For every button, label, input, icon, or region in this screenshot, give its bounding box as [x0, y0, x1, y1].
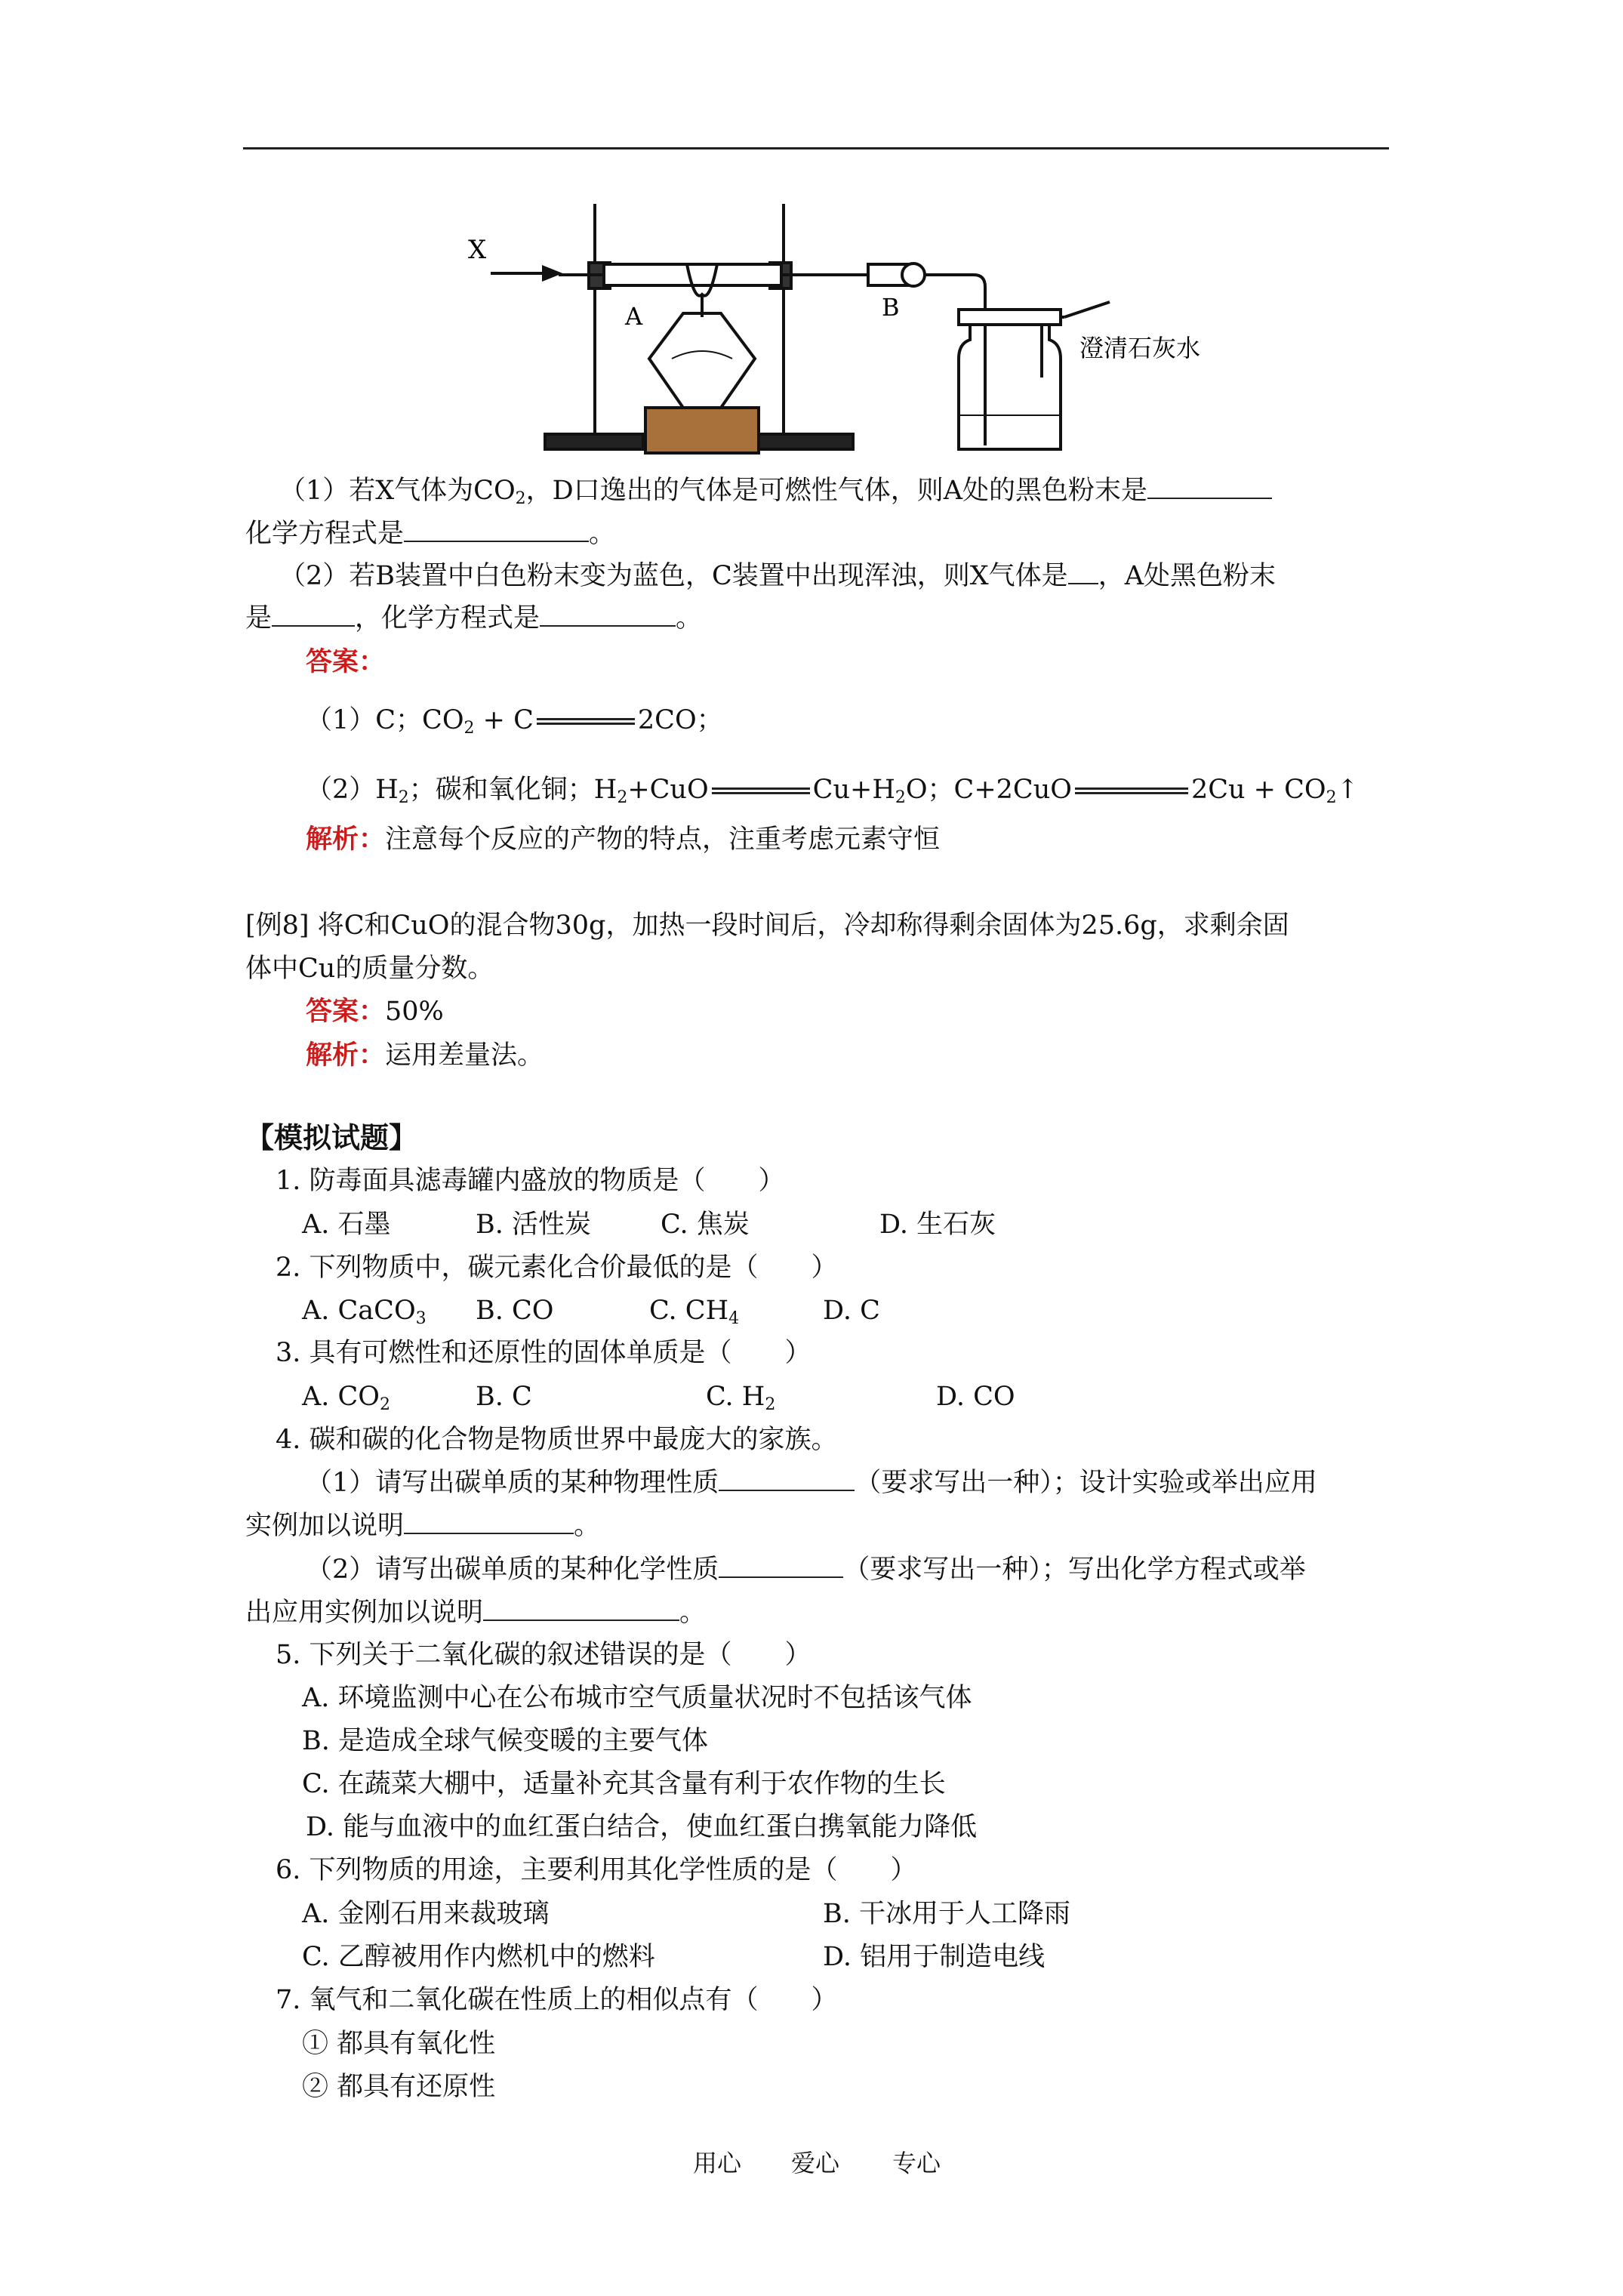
mock-q5: 5. 下列关于二氧化碳的叙述错误的是（ ）	[276, 1640, 812, 1670]
reaction-condition-bar	[712, 787, 810, 794]
q1-part1-line2: 化学方程式是 。	[245, 519, 616, 549]
q1-part1-line: （1）若X气体为$CO_2$，D口逸出的气体是可燃性气体，则A处的黑色粉末是	[279, 473, 1272, 517]
q1-part2-line2: 是 ，化学方程式是 。	[245, 603, 703, 633]
reaction-condition-bar	[537, 718, 635, 725]
answer-line-1: （1）C；$CO_2 + C$ 2CO；	[306, 705, 723, 738]
example-8-line1: [例8] 将C和CuO的混合物30g，加热一段时间后，冷却称得剩余固体为25.6g，求剩余固	[245, 911, 1289, 941]
label-b: B	[882, 293, 900, 322]
label-a: A	[625, 302, 643, 331]
footer-text-3: 专心	[892, 2149, 941, 2177]
reaction-condition-bar	[1075, 787, 1188, 794]
mock-q7-option-1: ① 都具有氧化性	[302, 2029, 496, 2059]
example-8-analysis: 解析：运用差量法。	[306, 1040, 544, 1071]
label-x: X	[468, 235, 487, 265]
mock-q4-part2: （2）请写出碳单质的某种化学性质 （要求写出一种）；写出化学方程式或举	[306, 1555, 1306, 1585]
mock-q1-options: A. 石墨 B. 活性炭 C. 焦炭 D. 生石灰	[302, 1210, 996, 1240]
mock-test-title: 【模拟试题】	[245, 1120, 418, 1154]
mock-q6-options-row1: A. 金刚石用来裁玻璃 B. 干冰用于人工降雨	[302, 1899, 1070, 1929]
mock-q1: 1. 防毒面具滤毒罐内盛放的物质是（ ）	[276, 1166, 785, 1196]
answer-label: 答案：	[306, 646, 386, 677]
example-8-line2: 体中Cu的质量分数。	[245, 954, 494, 984]
mock-q7-option-2: ② 都具有还原性	[302, 2072, 496, 2102]
mock-q6-options-row2: C. 乙醇被用作内燃机中的燃料 D. 铝用于制造电线	[302, 1942, 1046, 1972]
mock-q3: 3. 具有可燃性和还原性的固体单质是（ ）	[276, 1338, 812, 1368]
mock-q4: 4. 碳和碳的化合物是物质世界中最庞大的家族。	[276, 1425, 838, 1455]
mock-q4-part1: （1）请写出碳单质的某种物理性质 （要求写出一种）；设计实验或举出应用	[306, 1468, 1317, 1498]
mock-q2-options: A. CaCO$_3$ B. CO C. $CH_4$ D. C	[302, 1296, 880, 1328]
label-limewater: 澄清石灰水	[1079, 334, 1201, 362]
answer-line-2: $(2)H_2$；碳和氧化铜；$H_2+CuO$ $Cu+H_2O$；C+2CuO $2Cu + CO_2↑$	[306, 775, 1359, 807]
mock-q5-option-a: A. 环境监测中心在公布城市空气质量状况时不包括该气体	[302, 1683, 972, 1713]
mock-q4-part1-line2: 实例加以说明 。	[245, 1511, 601, 1541]
analysis-line: 解析：注意每个反应的产物的特点，注重考虑元素守恒	[306, 824, 941, 855]
mock-q5-option-d: D. 能与血液中的血红蛋白结合，使血红蛋白携氧能力降低	[306, 1812, 978, 1842]
q1-part2-line: （2）若B装置中白色粉末变为蓝色，C装置中出现浑浊，则X气体是 ，A处黑色粉末	[279, 561, 1276, 591]
footer-text-2: 爱心	[791, 2149, 840, 2177]
header-rule	[243, 147, 1389, 149]
mock-q7: 7. 氧气和二氧化碳在性质上的相似点有（ ）	[276, 1985, 838, 2015]
apparatus-diagram	[445, 189, 1238, 468]
mock-q2: 2. 下列物质中，碳元素化合价最低的是（ ）	[276, 1253, 838, 1283]
mock-q5-option-b: B. 是造成全球气候变暖的主要气体	[302, 1726, 708, 1756]
mock-q6: 6. 下列物质的用途，主要利用其化学性质的是（ ）	[276, 1855, 917, 1885]
mock-q4-part2-line2: 出应用实例加以说明 。	[245, 1598, 707, 1628]
footer-text-1: 用心	[693, 2149, 742, 2177]
mock-q5-option-c: C. 在蔬菜大棚中，适量补充其含量有利于农作物的生长	[302, 1769, 946, 1799]
mock-q3-options: A. $CO_2$ B. C C. $H_2$ D. CO	[302, 1382, 1015, 1414]
example-8-answer: 答案：50%	[306, 996, 444, 1027]
